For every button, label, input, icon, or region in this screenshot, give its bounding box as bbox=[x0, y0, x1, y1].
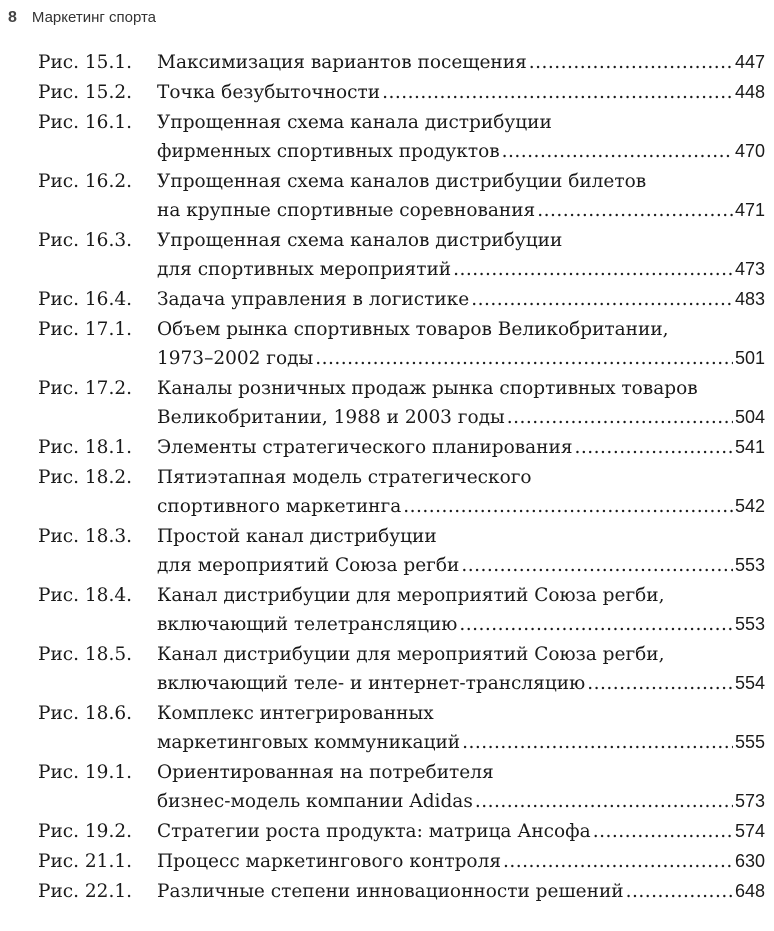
figure-caption bbox=[157, 374, 765, 432]
caption-leader-line bbox=[157, 817, 765, 846]
caption-leader-line bbox=[157, 196, 765, 225]
figure-number: Рис. 17.1. bbox=[38, 319, 132, 340]
figure-number: Рис. 16.4. bbox=[38, 289, 132, 310]
caption-last-line: 1973–2002 годы bbox=[157, 348, 314, 369]
page-reference: 542 bbox=[734, 496, 765, 516]
page-header bbox=[8, 9, 156, 31]
caption-line: Простой канал дистрибуции bbox=[157, 526, 437, 547]
dot-leader bbox=[529, 48, 733, 77]
caption-last-line: маркетинговых коммуникаций bbox=[157, 732, 461, 753]
figure-caption bbox=[157, 463, 765, 521]
figure-caption bbox=[157, 758, 765, 816]
figure-number: Рис. 19.2. bbox=[38, 821, 132, 842]
toc-entry bbox=[38, 78, 765, 107]
caption-line: Комплекс интегрированных bbox=[157, 703, 434, 724]
figure-number: Рис. 21.1. bbox=[38, 851, 132, 872]
dot-leader bbox=[537, 196, 733, 225]
caption-line: Упрощенная схема каналов дистрибуции билетов bbox=[157, 171, 647, 192]
dot-leader bbox=[471, 285, 733, 314]
page-reference: 471 bbox=[734, 200, 765, 220]
caption-last-line: включающий теле- и интернет-трансляцию bbox=[157, 673, 586, 694]
figure-caption bbox=[157, 847, 765, 876]
caption-leader-line bbox=[157, 492, 765, 521]
caption-last-line: Точка безубыточности bbox=[157, 82, 381, 103]
figure-number: Рис. 19.1. bbox=[38, 762, 132, 783]
toc-entry bbox=[38, 285, 765, 314]
toc-entry bbox=[38, 877, 765, 906]
dot-leader bbox=[461, 551, 733, 580]
figure-number: Рис. 18.3. bbox=[38, 526, 132, 547]
figure-caption bbox=[157, 877, 765, 906]
dot-leader bbox=[507, 403, 733, 432]
page-reference: 554 bbox=[734, 673, 765, 693]
caption-leader-line bbox=[157, 344, 765, 373]
caption-leader-line bbox=[157, 255, 765, 284]
toc-entry bbox=[38, 847, 765, 876]
page-reference: 555 bbox=[734, 732, 765, 752]
caption-line: Объем рынка спортивных товаров Великобритании, bbox=[157, 319, 669, 340]
caption-line: Упрощенная схема каналов дистрибуции bbox=[157, 230, 563, 251]
caption-leader-line bbox=[157, 403, 765, 432]
figure-number: Рис. 17.2. bbox=[38, 378, 132, 399]
caption-last-line: на крупные спортивные соревнования bbox=[157, 200, 536, 221]
page-reference: 553 bbox=[734, 614, 765, 634]
dot-leader bbox=[462, 728, 733, 757]
dot-leader bbox=[626, 877, 733, 906]
dot-leader bbox=[403, 492, 733, 521]
figure-caption bbox=[157, 522, 765, 580]
caption-last-line: для мероприятий Союза регби bbox=[157, 555, 460, 576]
caption-leader-line bbox=[157, 847, 765, 876]
page-reference: 504 bbox=[734, 407, 765, 427]
figure-caption bbox=[157, 108, 765, 166]
page-reference: 470 bbox=[734, 141, 765, 161]
page-reference: 573 bbox=[734, 791, 765, 811]
figure-caption bbox=[157, 433, 765, 462]
caption-last-line: бизнес-модель компании Adidas bbox=[157, 791, 473, 812]
caption-line: Каналы розничных продаж рынка спортивных товаров bbox=[157, 378, 698, 399]
figure-number: Рис. 16.2. bbox=[38, 171, 132, 192]
figure-caption bbox=[157, 78, 765, 107]
figure-caption bbox=[157, 640, 765, 698]
caption-line: Пятиэтапная модель стратегического bbox=[157, 467, 532, 488]
caption-last-line: Стратегии роста продукта: матрица Ансофа bbox=[157, 821, 591, 842]
caption-line: Упрощенная схема канала дистрибуции bbox=[157, 112, 552, 133]
caption-leader-line bbox=[157, 728, 765, 757]
dot-leader bbox=[475, 787, 733, 816]
toc-entry bbox=[38, 374, 765, 432]
toc-entry bbox=[38, 108, 765, 166]
caption-last-line: Максимизация вариантов посещения bbox=[157, 52, 527, 73]
caption-last-line: Процесс маркетингового контроля bbox=[157, 851, 501, 872]
dot-leader bbox=[382, 78, 733, 107]
caption-leader-line bbox=[157, 551, 765, 580]
toc-entry bbox=[38, 522, 765, 580]
toc-entry bbox=[38, 699, 765, 757]
toc-entry bbox=[38, 463, 765, 521]
list-of-figures bbox=[38, 48, 765, 907]
caption-leader-line bbox=[157, 78, 765, 107]
figure-caption bbox=[157, 167, 765, 225]
caption-leader-line bbox=[157, 669, 765, 698]
page-reference: 501 bbox=[734, 348, 765, 368]
caption-last-line: Элементы стратегического планирования bbox=[157, 437, 573, 458]
dot-leader bbox=[453, 255, 733, 284]
toc-entry bbox=[38, 640, 765, 698]
figure-caption bbox=[157, 315, 765, 373]
caption-last-line: спортивного маркетинга bbox=[157, 496, 402, 517]
dot-leader bbox=[315, 344, 733, 373]
figure-caption bbox=[157, 817, 765, 846]
dot-leader bbox=[587, 669, 733, 698]
page-reference: 447 bbox=[734, 52, 765, 72]
caption-last-line: включающий телетрансляцию bbox=[157, 614, 458, 635]
toc-entry bbox=[38, 48, 765, 77]
figure-number: Рис. 18.2. bbox=[38, 467, 132, 488]
figure-number: Рис. 16.3. bbox=[38, 230, 132, 251]
toc-entry bbox=[38, 817, 765, 846]
page-reference: 448 bbox=[734, 82, 765, 102]
figure-number: Рис. 15.1. bbox=[38, 52, 132, 73]
caption-leader-line bbox=[157, 787, 765, 816]
figure-caption bbox=[157, 226, 765, 284]
figure-caption bbox=[157, 48, 765, 77]
caption-leader-line bbox=[157, 48, 765, 77]
figure-number: Рис. 22.1. bbox=[38, 881, 132, 902]
dot-leader bbox=[593, 817, 733, 846]
figure-number: Рис. 16.1. bbox=[38, 112, 132, 133]
caption-last-line: для спортивных мероприятий bbox=[157, 259, 452, 280]
toc-entry bbox=[38, 167, 765, 225]
figure-caption bbox=[157, 285, 765, 314]
caption-leader-line bbox=[157, 610, 765, 639]
toc-entry bbox=[38, 433, 765, 462]
caption-leader-line bbox=[157, 137, 765, 166]
figure-number: Рис. 18.1. bbox=[38, 437, 132, 458]
caption-last-line: фирменных спортивных продуктов bbox=[157, 141, 500, 162]
running-title: Маркетинг спорта bbox=[31, 9, 157, 26]
page-reference: 541 bbox=[734, 437, 765, 457]
toc-entry bbox=[38, 581, 765, 639]
caption-last-line: Задача управления в логистике bbox=[157, 289, 470, 310]
page-reference: 473 bbox=[734, 259, 765, 279]
caption-last-line: Великобритании, 1988 и 2003 годы bbox=[157, 407, 505, 428]
caption-line: Ориентированная на потребителя bbox=[157, 762, 494, 783]
toc-entry bbox=[38, 315, 765, 373]
figure-number: Рис. 18.5. bbox=[38, 644, 132, 665]
caption-leader-line bbox=[157, 877, 765, 906]
caption-leader-line bbox=[157, 285, 765, 314]
page-number: 8 bbox=[8, 9, 17, 26]
toc-entry bbox=[38, 758, 765, 816]
dot-leader bbox=[459, 610, 733, 639]
page-reference: 483 bbox=[734, 289, 765, 309]
dot-leader bbox=[502, 137, 733, 166]
toc-entry bbox=[38, 226, 765, 284]
caption-line: Канал дистрибуции для мероприятий Союза регби, bbox=[157, 644, 665, 665]
page-reference: 574 bbox=[734, 821, 765, 841]
figure-number: Рис. 15.2. bbox=[38, 82, 132, 103]
caption-leader-line bbox=[157, 433, 765, 462]
figure-caption bbox=[157, 699, 765, 757]
caption-last-line: Различные степени инновационности решений bbox=[157, 881, 624, 902]
caption-line: Канал дистрибуции для мероприятий Союза регби, bbox=[157, 585, 665, 606]
page-reference: 630 bbox=[734, 851, 765, 871]
page-reference: 553 bbox=[734, 555, 765, 575]
dot-leader bbox=[503, 847, 733, 876]
figure-caption bbox=[157, 581, 765, 639]
page-reference: 648 bbox=[734, 881, 765, 901]
figure-number: Рис. 18.6. bbox=[38, 703, 132, 724]
figure-number: Рис. 18.4. bbox=[38, 585, 132, 606]
dot-leader bbox=[575, 433, 733, 462]
